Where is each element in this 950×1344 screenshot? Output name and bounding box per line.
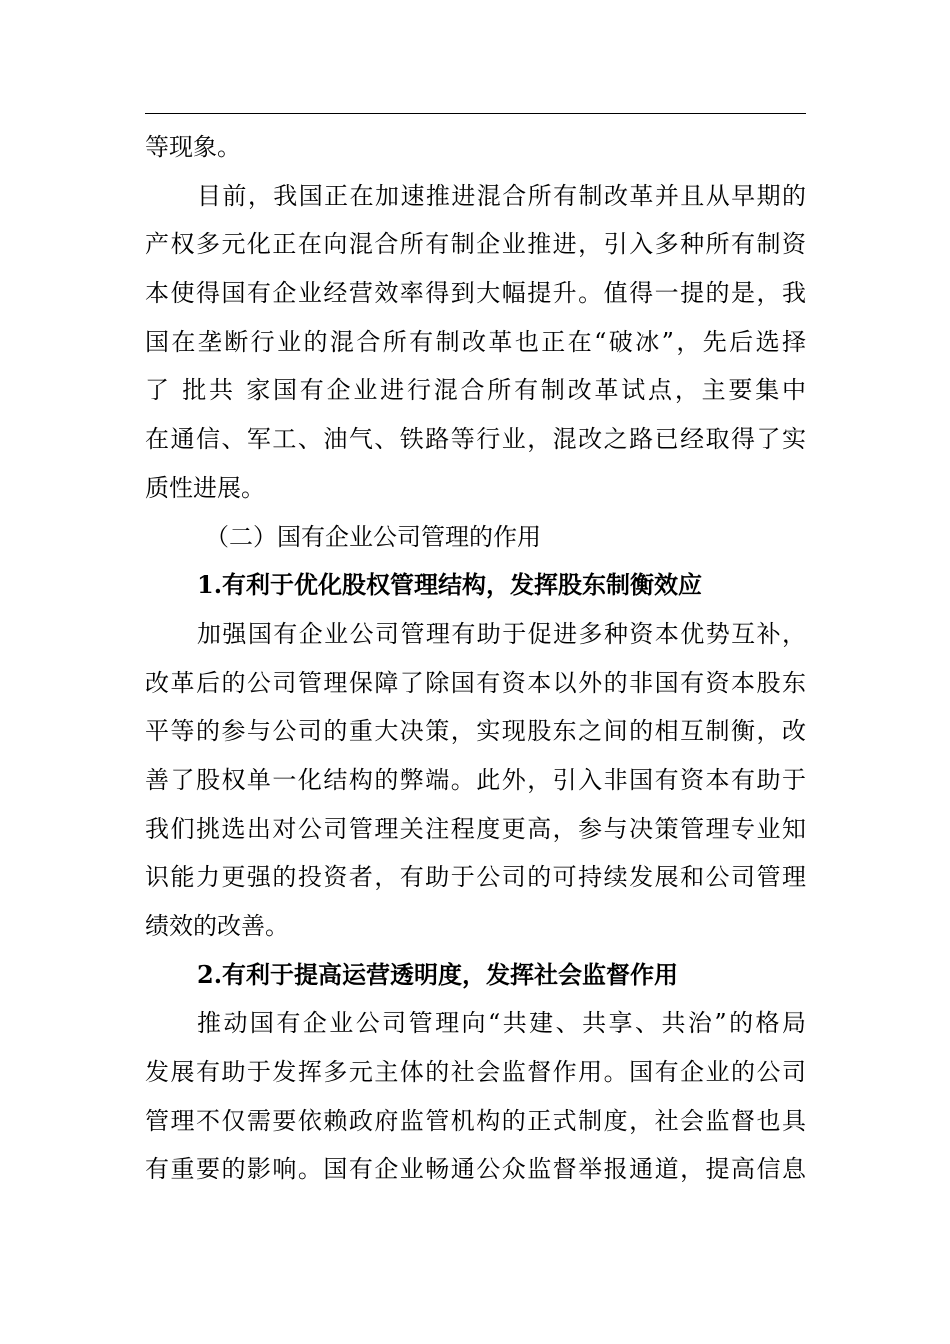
text-line: 国在垄断行业的混合所有制改革也正在“破冰”，先后选择 xyxy=(145,327,806,356)
paragraph-first-line: 加强国有企业公司管理有助于促进多种资本优势互补， xyxy=(197,619,806,648)
text-line: 了 批共 家国有企业进行混合所有制改革试点，主要集中 xyxy=(145,376,806,405)
text-line: 我们挑选出对公司管理关注程度更高，参与决策管理专业知 xyxy=(145,814,806,843)
text-line: 产权多元化正在向混合所有制企业推进，引入多种所有制资 xyxy=(145,230,806,259)
subsection-heading: 2.有利于提高运营透明度，发挥社会监督作用 xyxy=(197,959,679,989)
text-line: 改革后的公司管理保障了除国有资本以外的非国有资本股东 xyxy=(145,668,806,697)
text-line: 平等的参与公司的重大决策，实现股东之间的相互制衡，改 xyxy=(145,717,806,746)
text-line: 识能力更强的投资者，有助于公司的可持续发展和公司管理 xyxy=(145,863,806,892)
text-line: 发展有助于发挥多元主体的社会监督作用。国有企业的公司 xyxy=(145,1058,806,1087)
section-heading: （二）国有企业公司管理的作用 xyxy=(205,522,541,551)
subsection-heading: 1.有利于优化股权管理结构，发挥股东制衡效应 xyxy=(197,570,703,600)
text-line: 善了股权单一化结构的弊端。此外，引入非国有资本有助于 xyxy=(145,765,806,794)
body-text xyxy=(145,123,806,1194)
text-line: 有重要的影响。国有企业畅通公众监督举报通道，提高信息 xyxy=(145,1155,806,1184)
text-line: 质性进展。 xyxy=(145,473,265,502)
text-line: 在通信、军工、油气、铁路等行业，混改之路已经取得了实 xyxy=(145,425,806,454)
paragraph-first-line: 推动国有企业公司管理向“共建、共享、共治”的格局 xyxy=(197,1009,806,1038)
text-line: 管理不仅需要依赖政府监管机构的正式制度，社会监督也具 xyxy=(145,1106,806,1135)
paragraph-first-line: 目前，我国正在加速推进混合所有制改革并且从早期的 xyxy=(197,181,806,210)
text-line: 绩效的改善。 xyxy=(145,912,289,940)
text-line: 等现象。 xyxy=(145,133,241,161)
header-rule xyxy=(145,113,806,114)
text-line: 本使得国有企业经营效率得到大幅提升。值得一提的是，我 xyxy=(145,279,806,308)
